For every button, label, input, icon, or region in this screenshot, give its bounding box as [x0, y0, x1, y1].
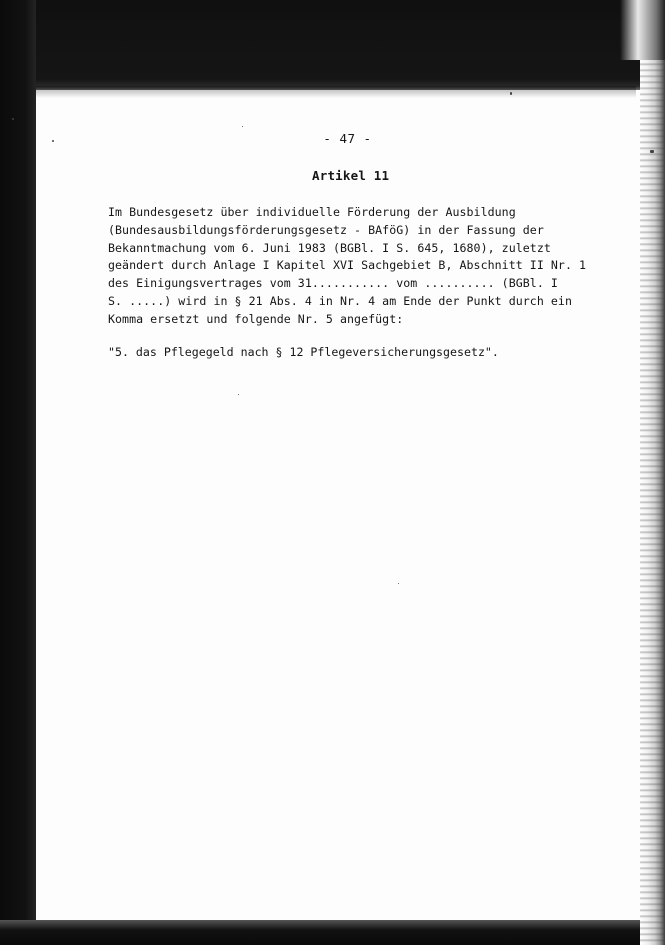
article-body: [108, 204, 628, 329]
scan-speck: [238, 394, 239, 395]
body-line: (Bundesausbildungsförderungsgesetz - BAföG) in der Fassung der: [108, 222, 544, 237]
body-line: geändert durch Anlage I Kapitel XVI Sachgebiet B, Abschnitt II Nr. 1: [108, 258, 587, 273]
scan-border-top: [0, 0, 665, 90]
body-line: des Einigungsvertrages vom 31........... vom .......... (BGBl. I: [108, 276, 558, 291]
scan-speck: [242, 126, 243, 127]
body-line: Komma ersetzt und folgende Nr. 5 angefügt:: [108, 311, 404, 326]
scan-speck: [510, 92, 512, 95]
scan-speck: [398, 583, 399, 584]
body-line: Bekanntmachung vom 6. Juni 1983 (BGBl. I S. 645, 1680), zuletzt: [108, 240, 551, 255]
scan-speck: [12, 118, 14, 120]
scan-shadow: [36, 86, 636, 98]
scan-corner-shadow: [620, 0, 665, 60]
body-line: Im Bundesgesetz über individuelle Förderung der Ausbildung: [108, 205, 516, 219]
article-heading: Artikel 11: [312, 168, 390, 183]
scan-border-bottom: [0, 920, 665, 945]
scan-speck: [650, 150, 654, 153]
body-line: S. .....) wird in § 21 Abs. 4 in Nr. 4 am Ende der Punkt durch ein: [108, 293, 572, 308]
page-number: - 47 -: [323, 131, 372, 146]
amendment-quote: "5. das Pflegegeld nach § 12 Pflegeversicherungsgesetz".: [108, 345, 499, 359]
